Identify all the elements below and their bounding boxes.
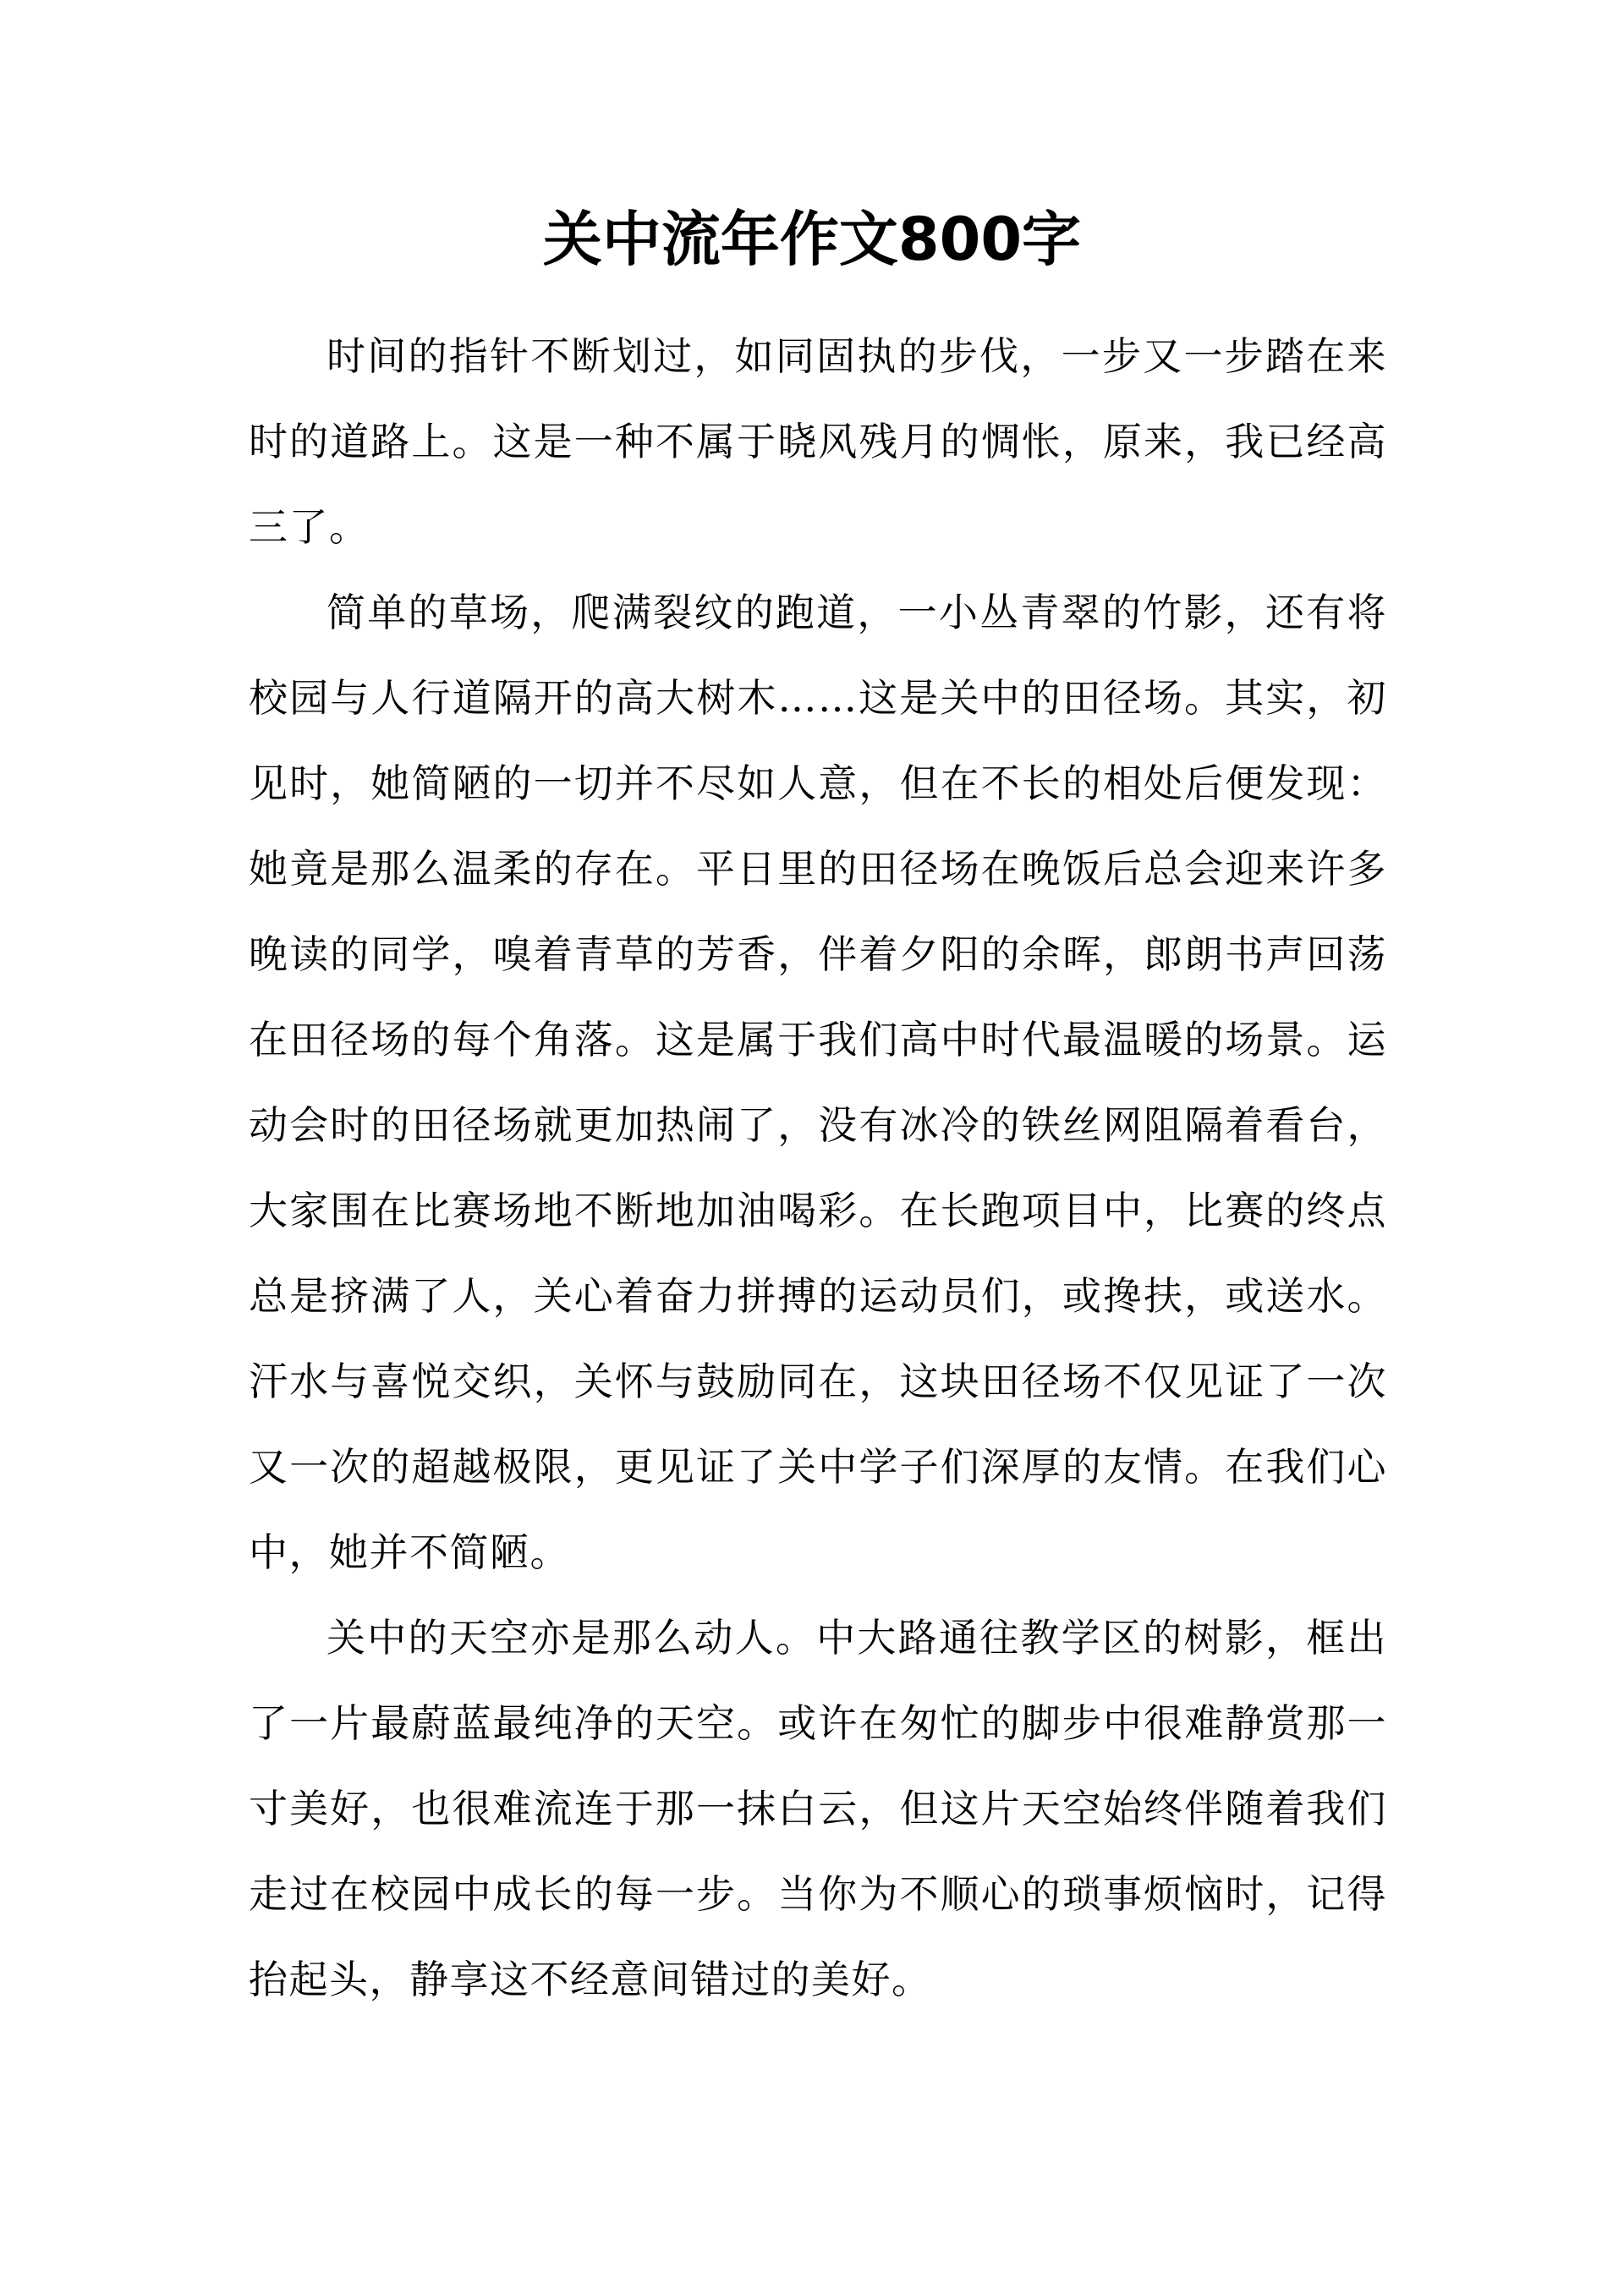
paragraph-1: 时间的指针不断划过，如同固执的步伐，一步又一步踏在来时的道路上。这是一种不属于晓风残月的惆怅，原来，我已经高三了。 bbox=[249, 333, 1387, 550]
document-title: 关中流年作文800字 bbox=[542, 205, 1082, 274]
document-body bbox=[249, 314, 1387, 2023]
paragraph-3: 关中的天空亦是那么动人。中大路通往教学区的树影，框出了一片最蔚蓝最纯净的天空。或许在匆忙的脚步中很难静赏那一寸美好，也很难流连于那一抹白云，但这片天空始终伴随着我们走过在校园中成长的每一步。当你为不顺心的琐事烦恼时，记得抬起头，静享这不经意间错过的美好。 bbox=[249, 1615, 1387, 2002]
paragraph-2: 简单的草场，爬满裂纹的跑道，一小丛青翠的竹影，还有将校园与人行道隔开的高大树木……这是关中的田径场。其实，初见时，她简陋的一切并不尽如人意，但在不长的相处后便发现：她竟是那么温柔的存在。平日里的田径场在晚饭后总会迎来许多晚读的同学，嗅着青草的芳香，伴着夕阳的余晖，郎朗书声回荡在田径场的每个角落。这是属于我们高中时代最温暖的场景。运动会时的田径场就更加热闹了，没有冰冷的铁丝网阻隔着看台，大家围在比赛场地不断地加油喝彩。在长跑项目中，比赛的终点总是挤满了人，关心着奋力拼搏的运动员们，或搀扶，或送水。汗水与喜悦交织，关怀与鼓励同在，这块田径场不仅见证了一次又一次的超越极限，更见证了关中学子们深厚的友情。在我们心中，她并不简陋。 bbox=[249, 590, 1387, 1575]
